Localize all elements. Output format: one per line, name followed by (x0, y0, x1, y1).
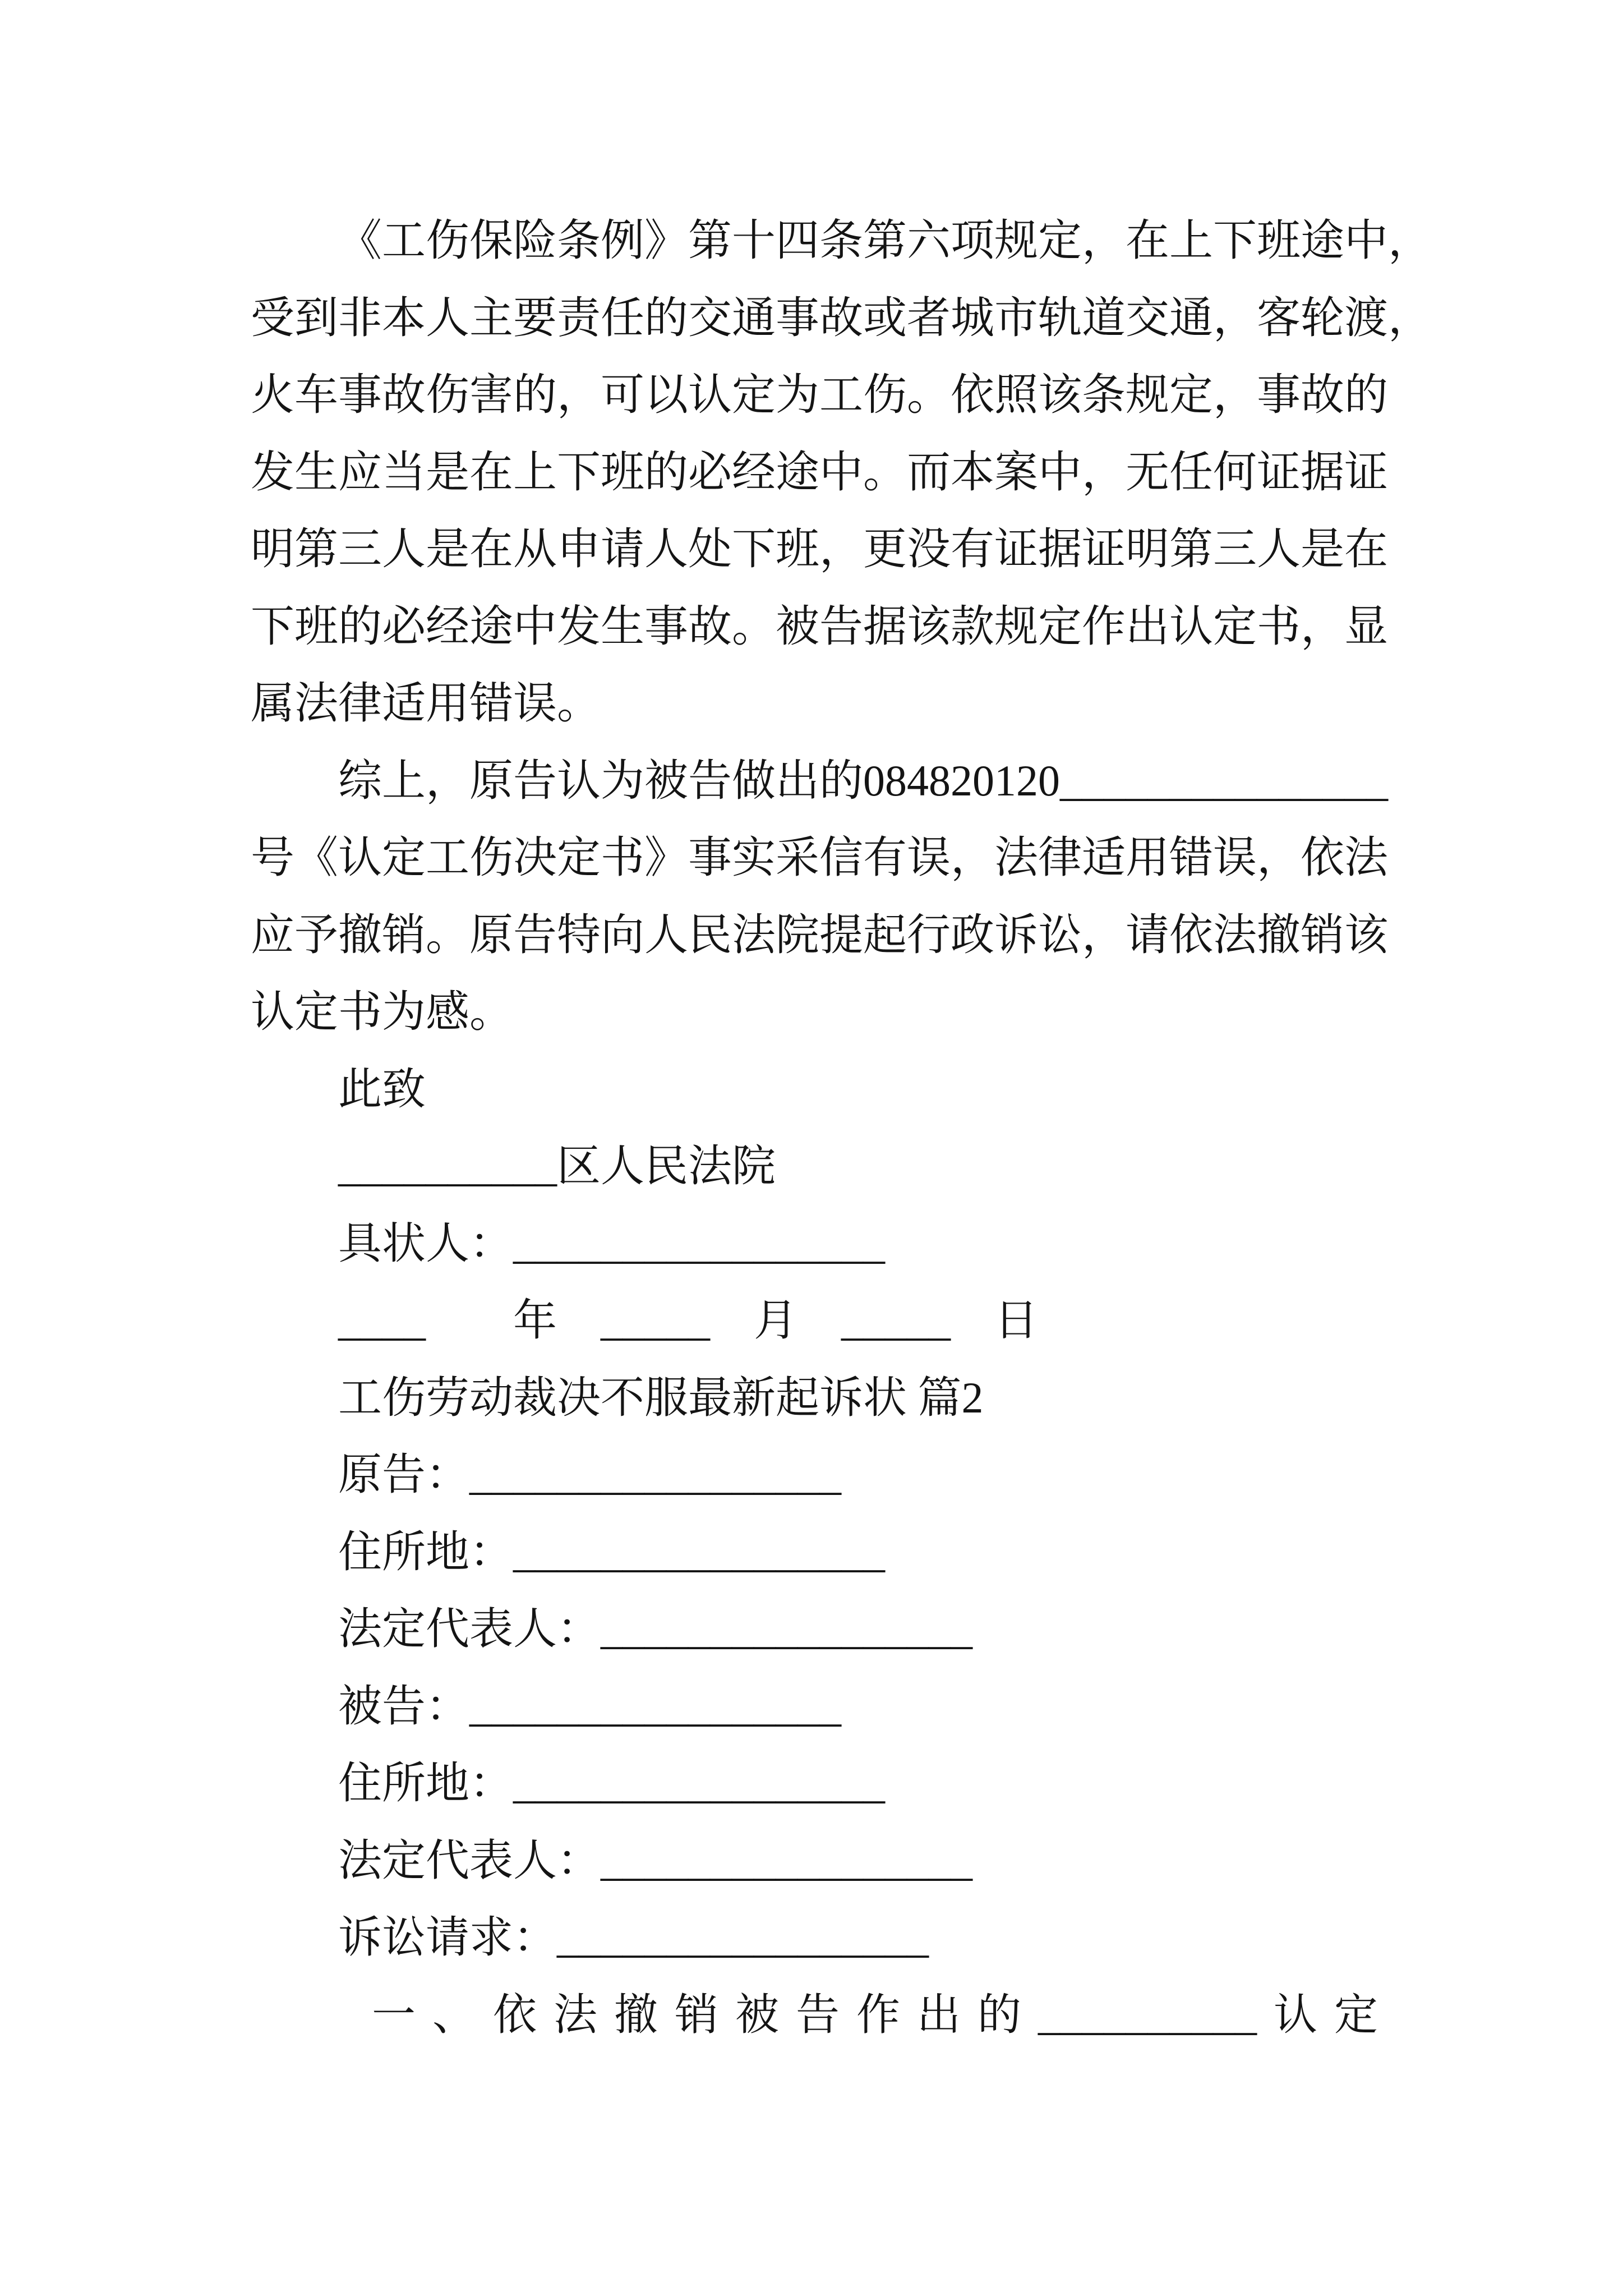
year-label: 年 (513, 1296, 557, 1345)
text-line: 发生应当是在上下班的必经途中。而本案中，无任何证据证 (251, 447, 1389, 496)
field-blank: _________________ (601, 1604, 973, 1653)
text-line: 号《认定工伤决定书》事实采信有误，法律适用错误，依法 (251, 833, 1389, 882)
signer-label: 具状人： (338, 1218, 514, 1268)
field-blank: _________________ (601, 1835, 973, 1885)
field-blank: _________________ (469, 1450, 842, 1499)
field-label: 被告： (338, 1681, 470, 1731)
field-label: 法定代表人： (338, 1835, 601, 1885)
month-blank: _____ (601, 1296, 711, 1345)
document-body (251, 202, 1432, 2053)
field-plaintiff (251, 1436, 1428, 1513)
text-line: 火车事故伤害的，可以认定为工伤。依照该条规定，事故的 (251, 370, 1389, 419)
field-defendant-representative (251, 1822, 1428, 1899)
signer-line (251, 1205, 1428, 1282)
court-line (251, 1128, 1428, 1205)
claim-blank: __________ (1038, 1990, 1257, 2039)
text-line: 明第三人是在从申请人处下班，更没有证据证明第三人是在 (251, 524, 1389, 573)
field-plaintiff-representative (251, 1590, 1428, 1668)
text-line: 应予撤销。原告特向人民法院提起行政诉讼，请依法撤销该 (251, 910, 1389, 959)
paragraph-conclusion (251, 742, 1428, 1051)
day-label: 日 (994, 1296, 1039, 1345)
text-line: 属法律适用错误。 (251, 679, 601, 728)
claim-tail: 认定 (1274, 1990, 1395, 2039)
decision-number-blank: _______________ (1060, 756, 1389, 805)
signer-blank: _________________ (513, 1218, 886, 1268)
field-label: 法定代表人： (338, 1604, 601, 1653)
text-line: 《工伤保险条例》第十四条第六项规定，在上下班途中， (338, 216, 1432, 265)
court-blank: __________ (338, 1142, 557, 1190)
salutation: 此致 (338, 1064, 426, 1114)
field-defendant (251, 1668, 1428, 1745)
field-label: 住所地： (338, 1759, 514, 1807)
date-line (251, 1282, 1428, 1359)
claim-item-1 (251, 1976, 1428, 2054)
text-line: 下班的必经途中发生事故。被告据该款规定作出认定书，显 (251, 601, 1389, 651)
party-fields (251, 1436, 1428, 1976)
field-blank: _________________ (513, 1527, 886, 1576)
court-name: 区人民法院 (557, 1142, 776, 1190)
field-label: 诉讼请求： (338, 1913, 557, 1962)
paragraph-legal-basis (251, 202, 1432, 742)
field-blank: _________________ (469, 1681, 842, 1731)
claim-text: 一、依法撤销被告作出的 (372, 1990, 1039, 2039)
field-label: 住所地： (338, 1527, 514, 1576)
year-blank: ____ (338, 1296, 426, 1345)
day-blank: _____ (841, 1296, 951, 1345)
month-label: 月 (754, 1296, 798, 1345)
text-line: 受到非本人主要责任的交通事故或者城市轨道交通，客轮渡， (251, 293, 1432, 342)
field-defendant-address (251, 1745, 1428, 1822)
section-title: 工伤劳动裁决不服最新起诉状 篇2 (338, 1373, 984, 1422)
field-claims (251, 1899, 1428, 1976)
field-blank: _________________ (513, 1759, 886, 1807)
field-plaintiff-address (251, 1513, 1428, 1591)
field-label: 原告： (338, 1450, 470, 1499)
field-blank: _________________ (557, 1913, 929, 1962)
conclusion-text: 综上，原告认为被告做出的084820120 (338, 756, 1061, 805)
text-line: 认定书为感。 (251, 987, 514, 1036)
text-line (251, 742, 1428, 820)
